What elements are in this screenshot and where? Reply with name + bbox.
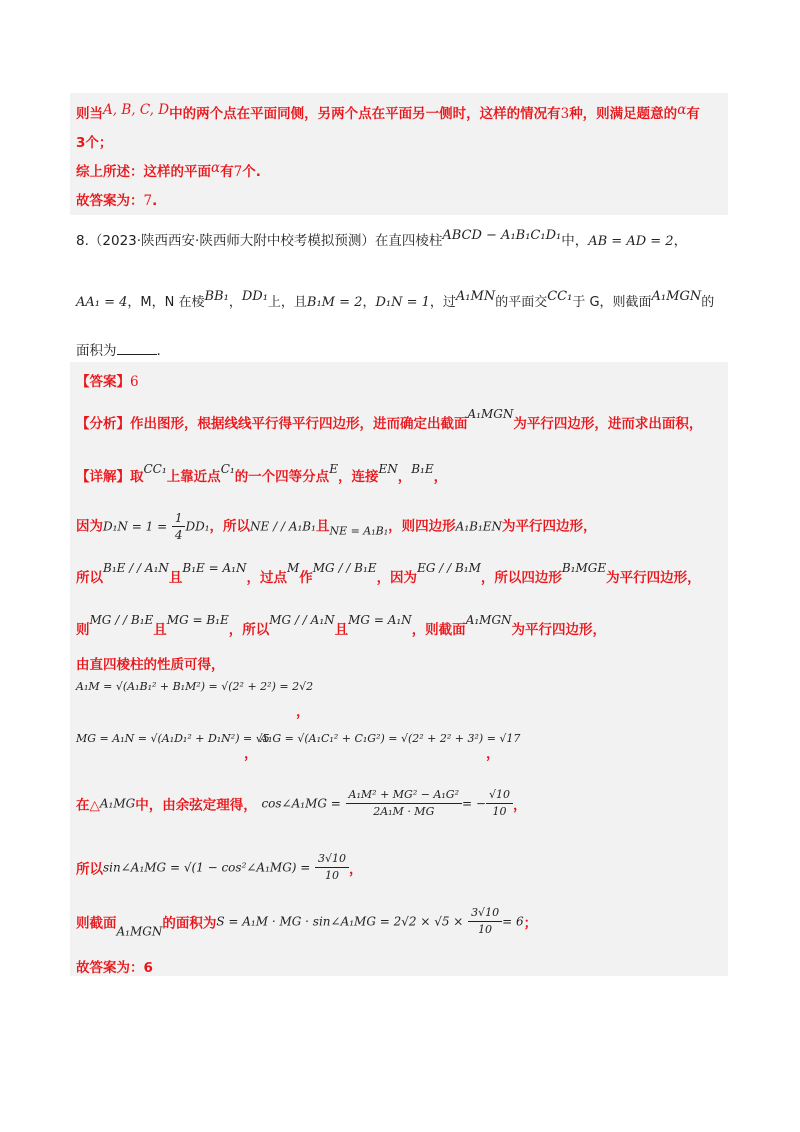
fraction: [315, 851, 349, 884]
text: .: [156, 343, 161, 359]
text: 3个；: [76, 135, 113, 151]
equation: MG = A₁N = √(A₁D₁² + D₁N²) = √5: [76, 732, 270, 745]
math: B₁E = A₁N: [182, 561, 247, 575]
numerator: 3√10: [315, 851, 349, 868]
answer-line: [76, 370, 139, 390]
text: .: [152, 193, 158, 209]
math: MG / / A₁N: [269, 613, 335, 627]
math: cos∠A₁MG =: [261, 796, 341, 811]
text: 中，由余弦定理得，: [135, 797, 257, 814]
math: ABCD − A₁B₁C₁D₁: [442, 228, 562, 243]
denominator: 10: [478, 923, 493, 936]
math: A₁MGN: [116, 924, 163, 939]
text: 因为: [76, 518, 103, 535]
math: S = A₁M · MG · sin∠A₁MG = 2√2 × √5 ×: [216, 914, 464, 929]
detail-line: [76, 851, 363, 884]
fraction: [486, 787, 513, 820]
math: AA₁ = 4: [76, 295, 128, 310]
math: MG / / B₁E: [312, 561, 377, 575]
numerator: 3√10: [468, 905, 502, 922]
text: 的一个四等分点: [234, 469, 330, 485]
text: 为平行四边形，进而求出面积，: [513, 416, 703, 432]
text: 种，则满足题意的: [569, 106, 678, 122]
text: ，: [349, 861, 363, 878]
text: ，: [673, 233, 688, 249]
text: 作: [299, 570, 313, 586]
text: 且: [168, 570, 183, 586]
question-line: [76, 289, 714, 310]
text: ，所以: [228, 622, 270, 638]
detail-line: [76, 613, 606, 638]
math: NE = A₁B₁: [329, 524, 389, 538]
answer-label: 【答案】: [76, 374, 130, 390]
detail-line: [76, 787, 526, 820]
text: ，: [228, 295, 242, 310]
math: 7: [143, 193, 153, 209]
question-line: [76, 339, 161, 359]
math: sin∠A₁MG = √(1 − cos²∠A₁MG) =: [103, 860, 311, 875]
text: 于 G，则截面: [572, 295, 652, 310]
analysis-label: 【分析】: [76, 416, 130, 432]
text: 所以: [76, 861, 103, 878]
text: 上，且: [267, 295, 307, 310]
detail-line: [76, 653, 225, 673]
text: 且: [315, 518, 330, 535]
math: C₁: [220, 462, 235, 476]
math: A₁MG: [99, 796, 136, 811]
text: 则: [76, 622, 90, 638]
text: ，: [433, 469, 448, 485]
answer-value: 6: [130, 374, 139, 390]
math: A, B, C, D: [103, 102, 170, 118]
text: 在△: [76, 797, 100, 814]
equation-punct: [244, 742, 258, 762]
answer-blank: [117, 354, 157, 355]
text: 中，: [561, 233, 589, 249]
math: A₁MGN: [651, 289, 702, 304]
detail-line: [76, 561, 701, 586]
text: ，: [296, 704, 310, 720]
math: MG / / B₁E: [89, 613, 154, 627]
text: 综上所述：这样的平面: [76, 164, 211, 180]
math: CC₁: [547, 289, 573, 304]
text: ，: [486, 746, 500, 762]
numerator: A₁M² + MG² − A₁G²: [346, 787, 462, 804]
math: CC₁: [143, 462, 167, 476]
text: ，所以: [209, 518, 251, 535]
math: AB = AD = 2: [588, 234, 674, 249]
denominator: 4: [174, 528, 183, 542]
text: 故答案为：: [76, 960, 144, 976]
question-line: [76, 228, 687, 249]
text: 的: [701, 295, 715, 310]
text: 有: [686, 106, 700, 122]
text: 且: [334, 622, 349, 638]
detail-line: [76, 462, 447, 485]
text: ，: [244, 746, 258, 762]
math: NE / / A₁B₁: [250, 519, 316, 534]
equation-line: [76, 732, 270, 745]
text: 则当: [76, 106, 103, 122]
text: 中的两个点在平面同侧，另两个点在平面另一侧时，这样的情况有: [169, 106, 561, 122]
text: 上靠近点: [166, 469, 221, 485]
text-line: [76, 131, 112, 151]
text: 的平面交: [495, 295, 548, 310]
detail-line: [76, 905, 537, 939]
equation: A₁M = √(A₁B₁² + B₁M²) = √(2² + 2²) = 2√2: [76, 680, 314, 693]
math: 7: [233, 164, 243, 180]
analysis-line: [76, 407, 702, 432]
text: 有: [220, 164, 234, 180]
equation-punct: [486, 742, 500, 762]
equation-line: [76, 680, 313, 693]
text: ，: [362, 295, 376, 310]
math: B₁MGE: [561, 561, 607, 575]
denominator: 10: [325, 869, 340, 882]
math: = −: [462, 796, 486, 811]
math: DD₁: [185, 519, 210, 534]
text-line: [76, 160, 261, 180]
text: 为平行四边形，: [511, 622, 607, 638]
text-line: [76, 189, 157, 209]
text: 作出图形，根据线线平行得平行四边形，进而确定出截面: [130, 416, 468, 432]
denominator: 2A₁M · MG: [373, 805, 435, 818]
fraction: [346, 787, 462, 820]
text: ；: [523, 915, 538, 932]
detail-label: 【详解】: [76, 469, 130, 485]
text: ，: [512, 797, 527, 814]
math: MG = A₁N: [348, 613, 412, 627]
detail-line: [76, 956, 153, 976]
denominator: 10: [492, 805, 507, 818]
text: ，: [397, 469, 412, 485]
text: ，连接: [337, 469, 379, 485]
text: 所以: [76, 570, 103, 586]
question-number: 8.: [76, 233, 89, 249]
math: A₁MGN: [467, 407, 514, 421]
question-source: （2023·陕西西安·陕西师大附中校考模拟预测）在直四棱柱: [88, 233, 443, 249]
math: EN: [378, 462, 398, 476]
text: 个.: [242, 164, 261, 180]
text: 由直四棱柱的性质可得，: [76, 657, 225, 673]
text: 面积为: [76, 343, 117, 359]
text: ，因为: [376, 570, 418, 586]
math: A₁B₁EN: [455, 519, 503, 534]
equation-line: [260, 732, 520, 745]
math: α: [677, 102, 687, 118]
text: ，过点: [246, 570, 287, 586]
text: ，过: [429, 295, 456, 310]
equation-punct: [296, 700, 310, 720]
text-line: [76, 102, 700, 122]
math: A₁MN: [455, 289, 496, 304]
math: BB₁: [204, 289, 229, 304]
text: 的面积为: [162, 915, 217, 932]
math: D₁N = 1: [375, 295, 430, 310]
text: ，则截面: [411, 622, 466, 638]
fraction: [172, 510, 186, 543]
text: ，M，N 在棱: [127, 295, 205, 310]
text: 为平行四边形，: [502, 518, 597, 535]
text: 则截面: [76, 915, 117, 932]
final-answer: 6: [143, 960, 153, 976]
math: = 6: [502, 914, 524, 929]
text: 为平行四边形，: [606, 570, 701, 586]
math: A₁MGN: [465, 613, 512, 627]
text: 取: [130, 469, 144, 485]
math: D₁N = 1 =: [103, 519, 168, 534]
equation: A₁G = √(A₁C₁² + C₁G²) = √(2² + 2² + 3²) = √17: [260, 732, 521, 745]
math: E: [329, 462, 338, 476]
text: 故答案为：: [76, 193, 144, 209]
numerator: √10: [486, 787, 513, 804]
math: B₁M = 2: [306, 295, 363, 310]
math: α: [211, 160, 221, 176]
math: MG = B₁E: [166, 613, 229, 627]
math: B₁E / / A₁N: [103, 561, 169, 575]
detail-line: [76, 510, 597, 543]
numerator: 1: [172, 510, 186, 527]
text: 且: [153, 622, 167, 638]
text: ，所以四边形: [480, 570, 562, 586]
fraction: [468, 905, 502, 938]
math: 3: [560, 106, 570, 122]
math: B₁E: [411, 462, 434, 476]
math: DD₁: [241, 289, 268, 304]
math: EG / / B₁M: [417, 561, 481, 575]
text: ，则四边形: [388, 518, 456, 535]
math: M: [286, 561, 300, 575]
